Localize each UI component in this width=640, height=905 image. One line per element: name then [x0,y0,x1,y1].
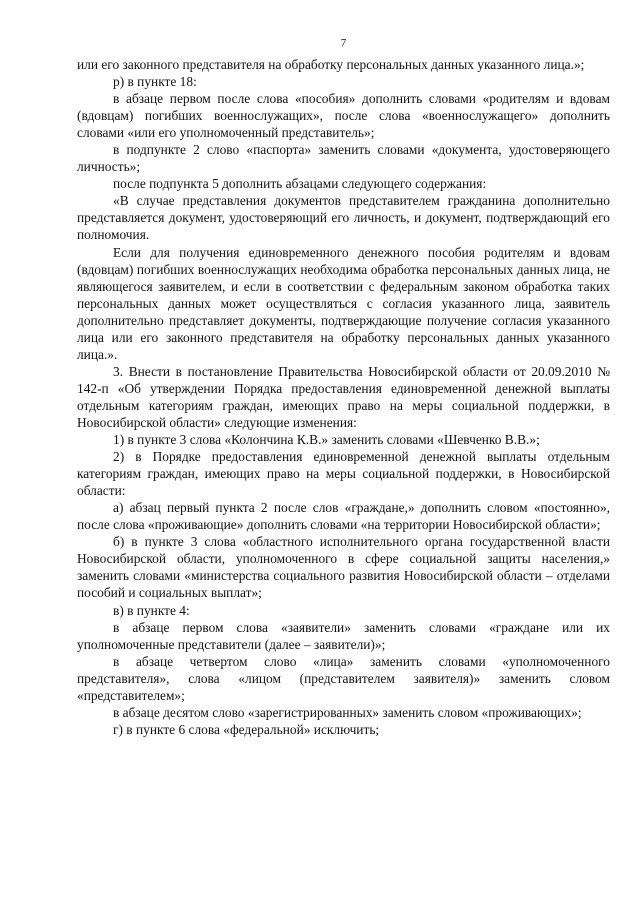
paragraph: в абзаце первом слова «заявители» заменить словами «граждане или их уполномоченные представители (далее – заявители)»; [77,619,610,652]
paragraph: р) в пункте 18: [113,74,197,90]
paragraph: г) в пункте 6 слова «федеральной» исключить; [113,721,380,737]
paragraph: или его законного представителя на обработку персональных данных указанного лица.»; [77,57,585,72]
paragraph: Если для получения единовременного денежного пособия родителям и вдовам (вдовцам) погибших военнослужащих необходима обработка персональных данных лица, не являющегося заявителем, и если в соответствии с федеральным законом обработка таких персональных данных может осуществляться с согласия указанного лица, заявитель дополнительно представляет документы, подтверждающие получение согласия указанного лица или его законного представителя на обработку персональных данных указанного лица.». [77,244,610,362]
paragraph: б) в пункте 3 слова «областного исполнительного органа государственной власти Новосибирской области, уполномоченного в сфере социальной защиты населения,» заменить словами «министерства социального развития Новосибирской области – отделами пособий и социальных выплат»; [77,534,610,601]
paragraph: в) в пункте 4: [113,602,190,618]
paragraph: 3. Внести в постановление Правительства Новосибирской области от 20.09.2010 № 142-п «Об утверждении Порядка предоставления единовременной денежной выплаты отдельным категориям граждан, имеющих право на меры социальной поддержки, в Новосибирской области» следующие изменения: [77,363,610,430]
page-number: 7 [340,37,347,49]
paragraph: после подпункта 5 дополнить абзацами следующего содержания: [113,176,487,192]
paragraph: в подпункте 2 слово «паспорта» заменить словами «документа, удостоверяющего личность»; [77,142,610,175]
paragraph: 2) в Порядке предоставления единовременной денежной выплаты отдельным категориям граждан, имеющих право на меры социальной поддержки, в Новосибирской области: [77,449,610,499]
paragraph: в абзаце первом после слова «пособия» дополнить словами «родителям и вдовам (вдовцам) погибших военнослужащих», после слова «военнослужащего» дополнить словами «или его уполномоченный представитель»; [77,91,610,141]
paragraph: в абзаце десятом слово «зарегистрированных» заменить словом «проживающих»; [113,704,582,720]
paragraph: 1) в пункте 3 слова «Колончина К.В.» заменить словами «Шевченко В.В.»; [113,432,540,448]
paragraph: а) абзац первый пункта 2 после слов «граждане,» дополнить словом «постоянно», после слова «проживающие» дополнить словами «на территории Новосибирской области»; [77,500,610,533]
document-body [77,56,610,738]
document-page [77,0,610,738]
paragraph: в абзаце четвертом слово «лица» заменить словами «уполномоченного представителя», слова «лицом (представителем заявителя)» заменить словом «представителем»; [77,653,610,703]
paragraph: «В случае представления документов представителем гражданина дополнительно представляется документ, удостоверяющий его личность, и документ, подтверждающий его полномочия. [77,193,610,243]
